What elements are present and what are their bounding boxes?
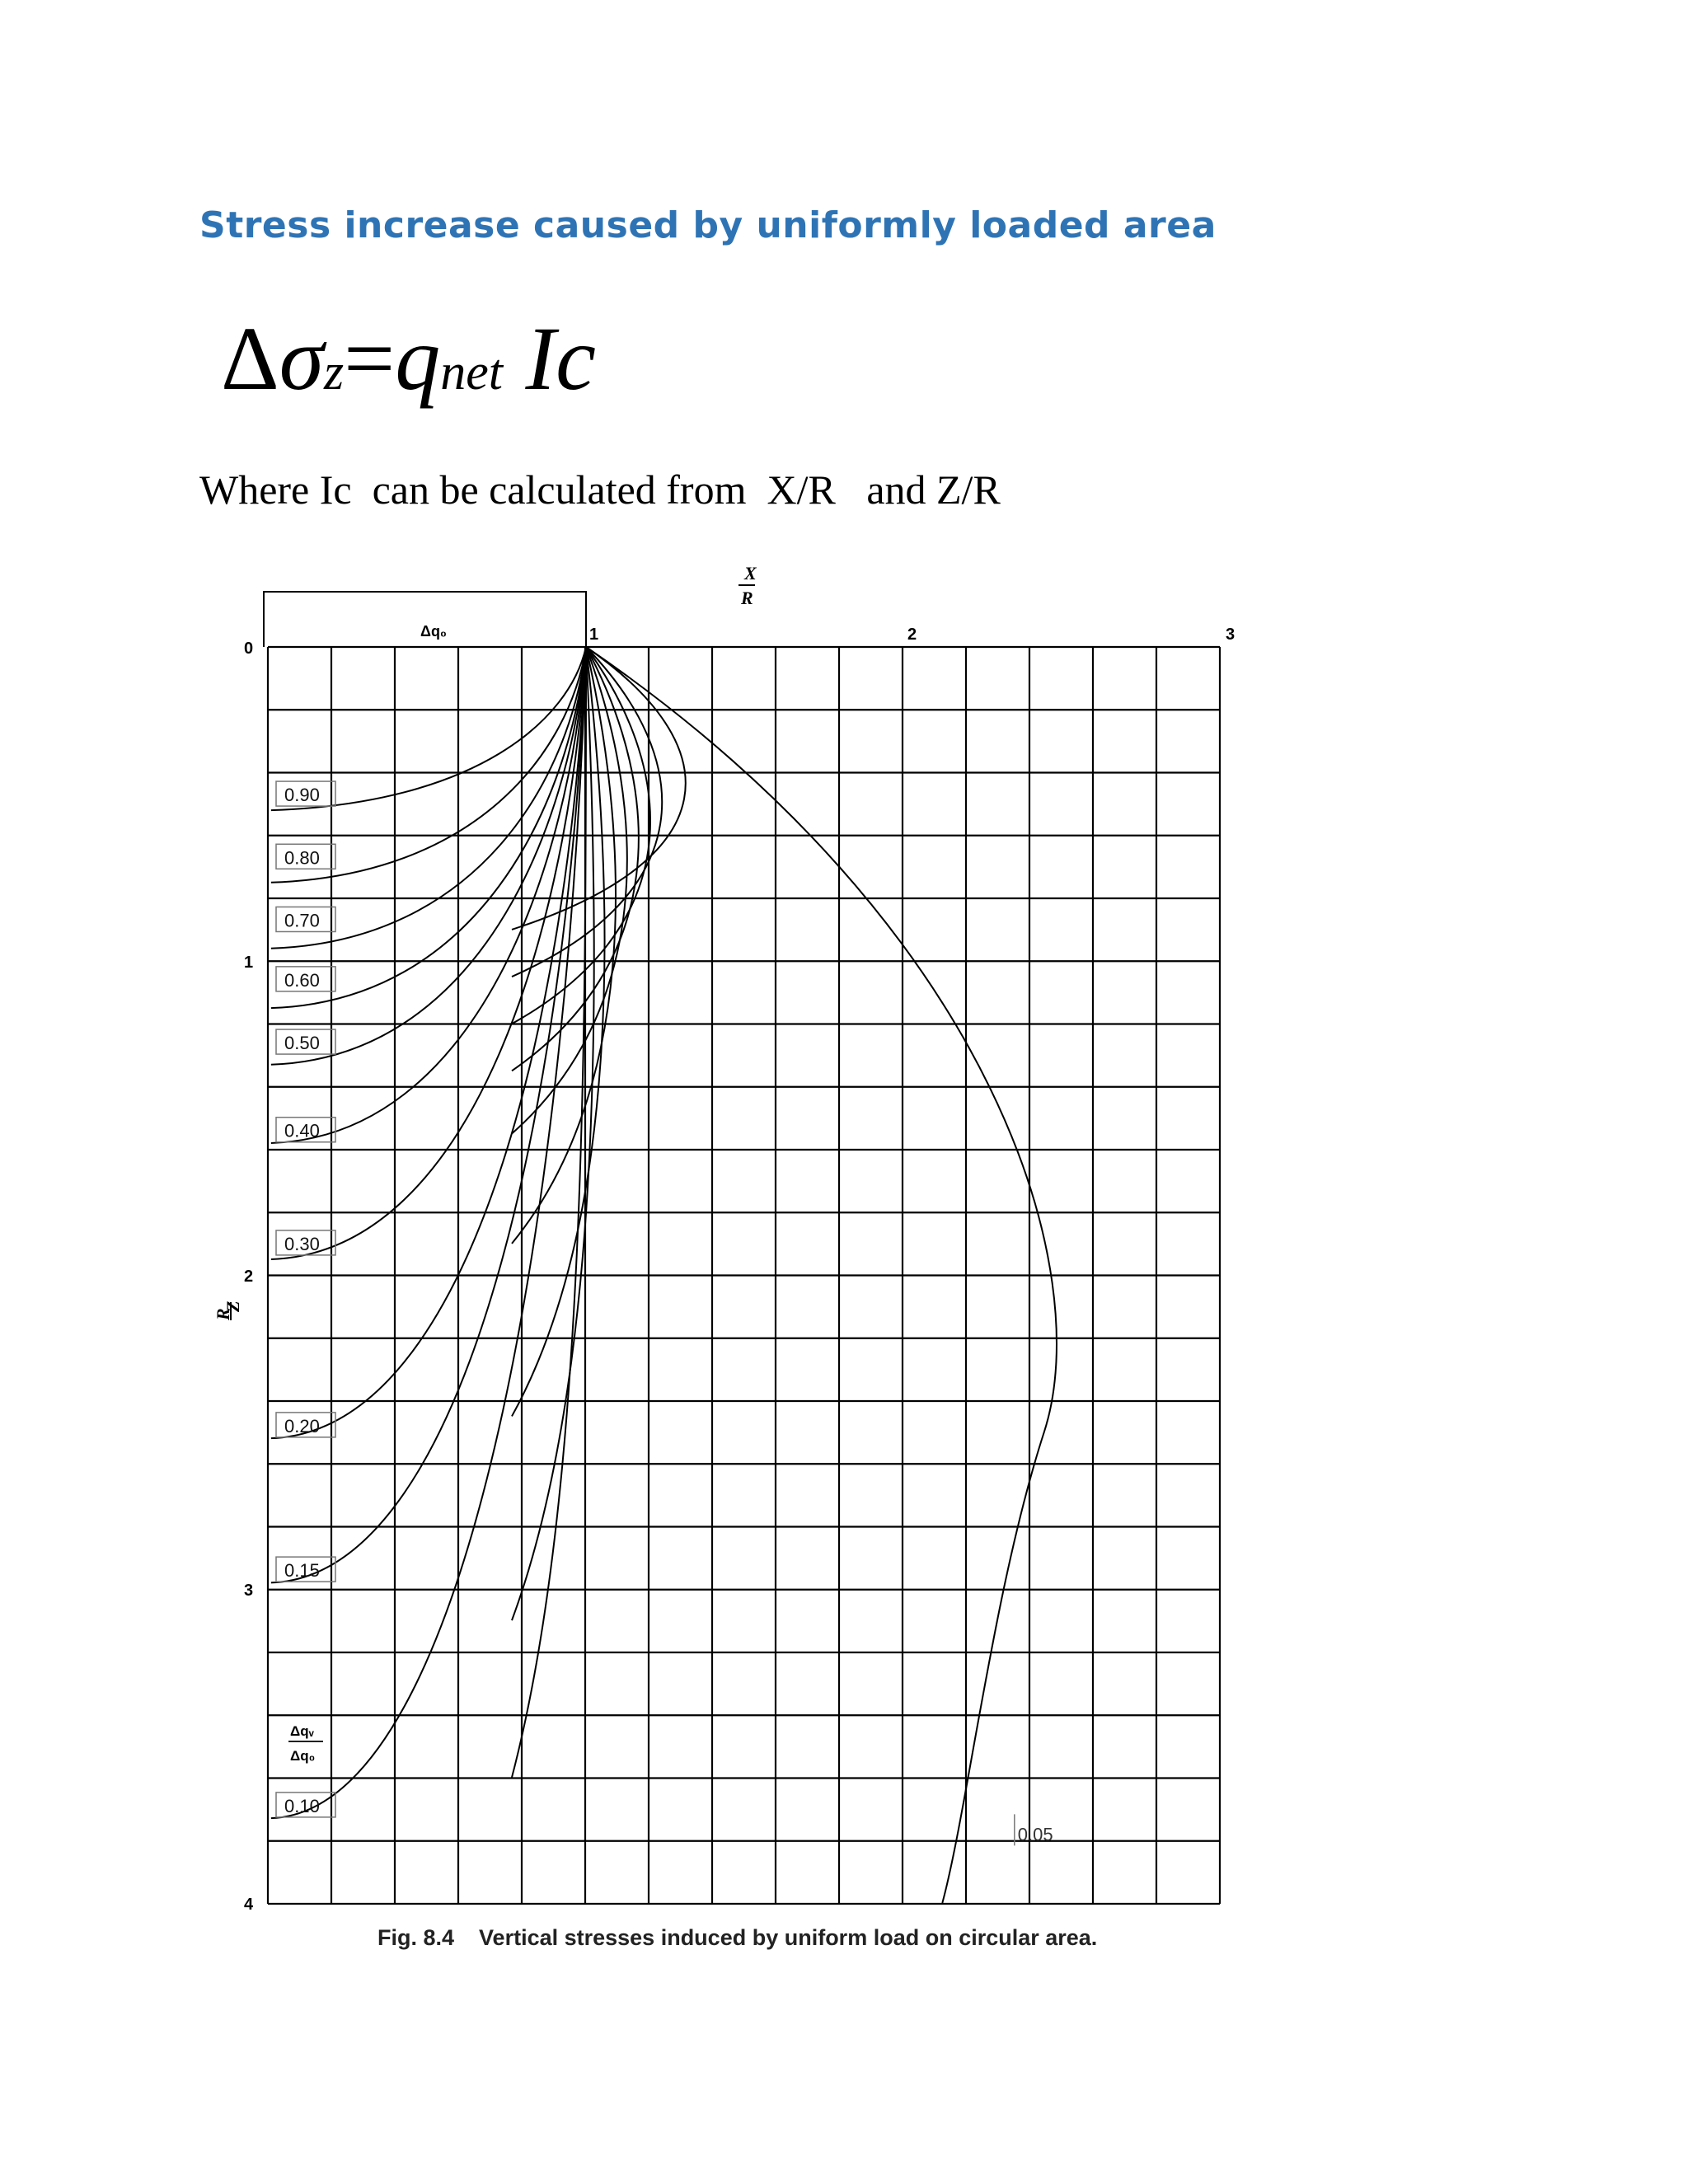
y-axis-label: Z <box>223 1301 243 1312</box>
x-tick-label: 2 <box>907 626 917 644</box>
y-tick-label: 0 <box>244 640 254 658</box>
contour-label: 0.40 <box>284 1120 320 1141</box>
contour-curve <box>271 647 586 1008</box>
contour-label: 0.20 <box>284 1415 320 1436</box>
formula-equals: = <box>344 308 396 409</box>
formula-z: z <box>324 344 345 401</box>
page-heading: Stress increase caused by uniformly loaded area <box>199 204 1217 246</box>
contour-curve <box>271 647 586 1259</box>
formula-net: net <box>440 344 503 401</box>
x-axis-label: X <box>744 563 757 583</box>
contour-curve <box>271 647 586 1818</box>
y-tick-label: 3 <box>244 1582 254 1600</box>
contour-label: 0.80 <box>284 847 320 869</box>
contour-label: 0.15 <box>284 1560 320 1582</box>
contour-label: 0.10 <box>284 1795 320 1816</box>
x-tick-label: 3 <box>1226 626 1236 644</box>
contour-label: 0.30 <box>284 1233 320 1254</box>
formula-delta: Δ <box>221 308 279 409</box>
formula-ic: Ic <box>525 308 596 409</box>
load-label: Δq₀ <box>420 623 448 640</box>
y-tick-label: 1 <box>244 954 254 972</box>
y-tick-label: 4 <box>244 1896 254 1914</box>
contour-label: 0.90 <box>284 785 320 806</box>
formula-sigma: σ <box>279 308 324 409</box>
contour-label: 0.60 <box>284 969 320 991</box>
ratio-label-bottom: Δq₀ <box>290 1748 316 1764</box>
chart-grid <box>268 647 1220 1904</box>
contour-label: 0.70 <box>284 910 320 931</box>
contour-label: 0.05 <box>1017 1824 1053 1845</box>
ratio-label-top: Δqᵥ <box>290 1723 314 1739</box>
formula-q: q <box>395 308 441 409</box>
intro-text: Where Ic can be calculated from X/R and Z/R <box>199 466 1001 513</box>
figure-caption: Fig. 8.4 Vertical stresses induced by uniform load on circular area. <box>377 1925 1098 1950</box>
contour-bulb <box>512 647 662 977</box>
x-tick-label: 1 <box>589 626 599 644</box>
contour-curve <box>271 647 586 1143</box>
x-axis-label: R <box>741 588 753 608</box>
contour-label: 0.50 <box>284 1033 320 1054</box>
y-axis-label: R <box>213 1308 233 1320</box>
y-tick-label: 2 <box>244 1268 254 1286</box>
